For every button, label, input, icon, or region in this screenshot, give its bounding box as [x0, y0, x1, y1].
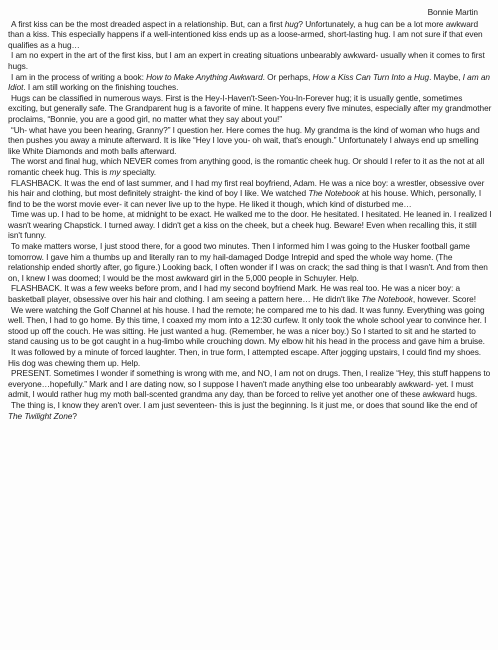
- essay-body: [8, 19, 492, 422]
- paragraph-text: . Or perhaps,: [262, 71, 313, 82]
- paragraph-text: I am in the process of writing a book:: [11, 71, 147, 82]
- paragraph: [8, 241, 492, 283]
- italic-title: The Twilight Zone: [8, 410, 73, 421]
- paragraph: [8, 19, 492, 51]
- paragraph-text: at his house. Which, personally, I find to be the worst movie ever- it can never live up to the hype. He liked it though, which kind of disturbed me…: [8, 188, 482, 209]
- paragraph: [8, 93, 492, 125]
- paragraph-text: Time was up. I had to be home, at midnight to be exact. He walked me to the door. He hesitated. I hesitated. He leaned in. I realized I wasn't wearing Chapstick. I turned away. I didn't get a kiss on the cheek, but a cheek hug. Beware! Even when recalling this, it still isn't funny.: [8, 209, 492, 241]
- paragraph-text: A first kiss can be the most dreaded aspect in a relationship. But, can a first: [11, 18, 285, 29]
- paragraph: [8, 72, 492, 93]
- paragraph-text: We were watching the Golf Channel at his house. I had the remote; he compared me to his dad. It was funny. Everything was going well. Then, I had to go home. By this time, I coaxed my mom into a 12:30 curfew. It only took the whole school year to convince her. I stood up off the couch. He was sitting. He just wanted a hug. (Remember, he was a nicer boy.) So I started to sit and he started to stand causing us to be got caught in a hug-limbo while crouching down. My elbow hit his head in the process and gave him a bruise.: [8, 304, 487, 347]
- paragraph-text: “Uh- what have you been hearing, Granny?” I question her. Here comes the hug. My grandma is the kind of woman who hugs and then pushes you away a minute afterward. It is like “Hey I love you- oh wait, that's enough.” Unfortunately I always end up smelling like White Diamonds and moth balls afterward.: [8, 124, 480, 156]
- paragraph: [8, 347, 492, 368]
- paragraph-text: FLASHBACK. It was a few weeks before prom, and I had my second boyfriend Mark. He was real too. He was a nicer boy: a basketball player, obsessive over his hair and clothing. I am seeing a pattern here… He didn't like: [8, 283, 461, 305]
- paragraph: [8, 400, 492, 421]
- paragraph-text: specialty.: [120, 166, 157, 177]
- italic-title: How a Kiss Can Turn Into a Hug: [312, 71, 430, 82]
- paragraph-text: . Maybe,: [429, 71, 463, 82]
- paragraph-text: ?: [72, 410, 77, 421]
- italic-title: How to Make Anything Awkward: [146, 71, 263, 82]
- paragraph-text: The thing is, I know they aren't over. I am just seventeen- this is just the beginning. Is it just me, or does that sound like the end of: [11, 399, 478, 410]
- paragraph: [8, 125, 492, 157]
- paragraph: [8, 305, 492, 347]
- paragraph-text: FLASHBACK. It was the end of last summer, and I had my first real boyfriend, Adam. He was a nice boy: a wrestler, obsessive over his hair and clothing, but most definitely straight- the kind of boy I like. We watched: [8, 177, 485, 199]
- paragraph-text: Hugs can be classified in numerous ways. First is the Hey-I-Haven't-Seen-You-In-Forever hug; it is usually gentle, sometimes exciting, but generally safe. The Grandparent hug is a favorite of mine. It happens every five minutes, especially after my grandmother proclaims, “Bonnie, you are a good girl, no matter what they say about you!”: [8, 92, 492, 124]
- italic-title: I am an Idiot: [8, 71, 490, 93]
- italic-title: hug: [284, 18, 299, 29]
- paragraph: [8, 50, 492, 71]
- paragraph-text: It was followed by a minute of forced laughter. Then, in true form, I attempted escape. After jogging upstairs, I could find my shoes. His dog was chewing them up. Help.: [8, 347, 482, 368]
- author-name: Bonnie Martin: [427, 7, 478, 17]
- paragraph: [8, 156, 492, 177]
- paragraph-text: . I am still working on the finishing touches.: [23, 82, 179, 93]
- italic-title: The Notebook: [361, 294, 413, 305]
- paragraph: [8, 209, 492, 241]
- paragraph-text: , however. Score!: [412, 294, 476, 305]
- paragraph: [8, 283, 492, 304]
- paragraph-text: The worst and final hug, which NEVER comes from anything good, is the romantic cheek hug. Or should I refer to it as the not at all romantic cheek hug. This is: [8, 156, 485, 177]
- paragraph-text: ? Unfortunately, a hug can be a lot more awkward than a kiss. This especially happens if a well-intentioned kiss ends up as a loose-armed, short-lasting hug. I am not sure if that even qualifies as a hug…: [8, 18, 483, 50]
- paragraph-text: PRESENT. Sometimes I wonder if something is wrong with me, and NO, I am not on drugs. Then, I realize “Hey, this stuff happens to everyone…hopefully.” Mark and I are dating now, so I suppose I haven't made anything else too unbearably awkward- yet. I must admit, I would rather hug my moth ball-scented grandma any day, than be forced to relive yet another one of these awkward hugs.: [8, 368, 491, 400]
- paragraph-text: I am no expert in the art of the first kiss, but I am an expert in creating situations unbearably awkward- usually when it comes to first hugs.: [8, 50, 485, 71]
- paragraph: [8, 368, 492, 400]
- paragraph-text: To make matters worse, I just stood there, for a good two minutes. Then I informed him I was going to the Husker football game tomorrow. I gave him a thumbs up and literally ran to my hail-damaged Dodge Intrepid and sped the whole way home. (The relationship ended shortly after, go figure.) Looking back, I often wonder if I was on crack; the sad thing is that I wasn't. And from then on, I knew I was doomed; I would be the most awkward girl in the 5,000 people in Schuyler. Help.: [8, 241, 488, 283]
- italic-title: my: [109, 166, 121, 177]
- italic-title: The Notebook: [308, 188, 360, 199]
- paragraph: [8, 178, 492, 210]
